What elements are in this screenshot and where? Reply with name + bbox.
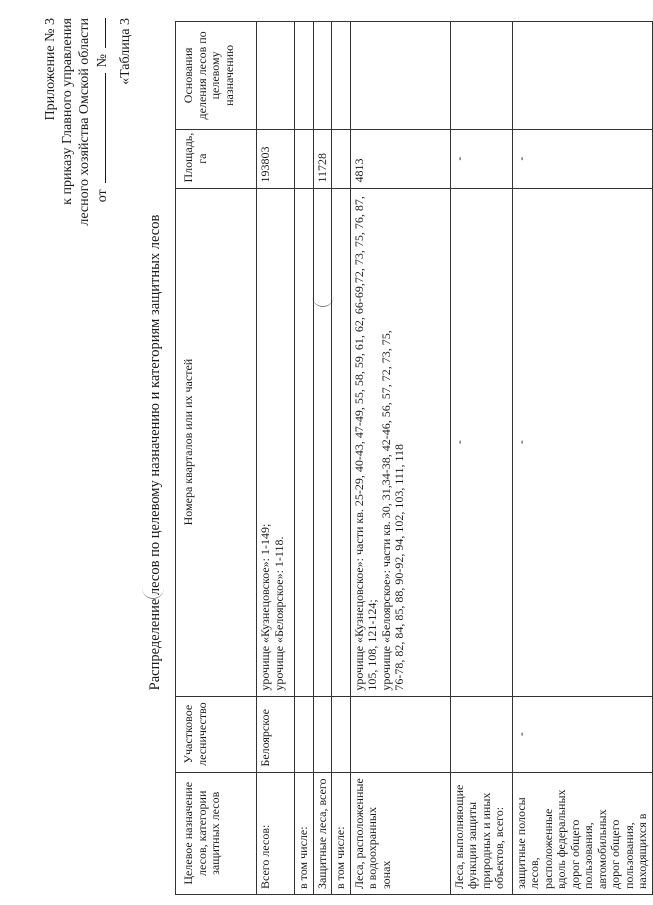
header-basis: Основания деления лесов по целевому назначению (176, 22, 257, 130)
cell-water-quarters (350, 188, 450, 696)
annex-line-1: Приложение № 3 (43, 18, 58, 121)
table-row (332, 22, 351, 895)
cell-empty (313, 696, 332, 772)
table-label: «Таблица 3 (118, 18, 133, 85)
cell-empty (332, 696, 351, 772)
cell-strips-quarters: - (512, 188, 652, 696)
annex-from-label: от (95, 189, 110, 203)
cell-including-label: в том числе: (295, 772, 314, 894)
cell-empty (350, 22, 450, 130)
annex-number-label: № (95, 54, 110, 68)
cell-empty (450, 696, 512, 772)
table-row (350, 22, 450, 895)
cell-function-area: - (450, 129, 512, 188)
cell-protective-area: 11728 (313, 129, 332, 188)
cell-empty (295, 22, 314, 130)
date-blank (93, 73, 106, 183)
cell-protective-label: Защитные леса, всего (313, 772, 332, 894)
table-row (257, 22, 295, 895)
header-quarters: Номера кварталов или их частей (176, 188, 257, 696)
table-row (313, 22, 332, 895)
table-row (512, 22, 652, 895)
quarters-beloyarskoe-cont: 76-78, 82, 84, 85, 88, 90-92, 94, 102, 103, 111, 118 (392, 444, 406, 691)
cell-empty (350, 696, 450, 772)
cell-strips-area: - (512, 129, 652, 188)
cell-total-quarters (257, 188, 295, 696)
cell-strips-forestry: - (512, 696, 652, 772)
cell-empty (313, 22, 332, 130)
header-area: Площадь, га (176, 129, 257, 188)
cell-empty (450, 22, 512, 130)
document-title: Распределение лесов по целевому назначению и категориям защитных лесов (147, 214, 163, 691)
table-row (295, 22, 314, 895)
quarters-kuznetsovskoe: урочище «Кузнецовское»: части кв. 25-29, 40-43, 47-49, 55, 58, 59, 61, 62, 66-69,72, 73, 75, 76, 87, 105, 108, 121-124; (351, 196, 379, 691)
cell-total-label: Всего лесов: (257, 772, 295, 894)
cell-empty (332, 188, 351, 696)
quarters-beloyarskoe: урочище «Белоярское»: части кв. 30, 31,34-38, 42-46, 56, 57, 72, 73, 75, (378, 330, 393, 691)
header-forestry: Участковое лесничество (176, 696, 257, 772)
cell-strips-label: защитные полосы лесов, расположенные вдоль федеральных дорог общего пользования, автомобильных дорог общего пользования, находящихся в (512, 772, 652, 894)
quarters-beloyarskoe: урочище «Белоярское»: 1-118. (271, 536, 286, 691)
cell-empty (332, 129, 351, 188)
forest-distribution-table (175, 21, 653, 895)
cell-empty (295, 129, 314, 188)
header-purpose: Целевое назначение лесов, категории защитных лесов (176, 772, 257, 894)
cell-function-label: Леса, выполняющие функции защиты природных и иных объектов, всего: (450, 772, 512, 894)
cell-water-area: 4813 (350, 129, 450, 188)
cell-function-quarters: - (450, 188, 512, 696)
cell-empty (332, 22, 351, 130)
annex-line-2: к приказу Главного управления (60, 18, 75, 205)
cell-empty (512, 22, 652, 130)
cell-water-label: Леса, расположенные в водоохранных зонах (350, 772, 450, 894)
table-header-row (176, 22, 257, 895)
annex-line-3: лесного хозяйства Омской области (77, 18, 92, 226)
cell-including-label: в том числе: (332, 772, 351, 894)
annex-header (42, 18, 111, 226)
cell-total-basis (257, 22, 295, 130)
number-blank (93, 18, 106, 48)
quarters-kuznetsovskoe: урочище «Кузнецовское»: 1-149; (258, 523, 272, 691)
table-row (450, 22, 512, 895)
annex-date-number-line (93, 18, 111, 226)
cell-empty (313, 188, 332, 696)
cell-empty (295, 696, 314, 772)
cell-total-area: 193803 (257, 129, 295, 188)
cell-empty (295, 188, 314, 696)
cell-total-forestry: Белоярское (257, 696, 295, 772)
